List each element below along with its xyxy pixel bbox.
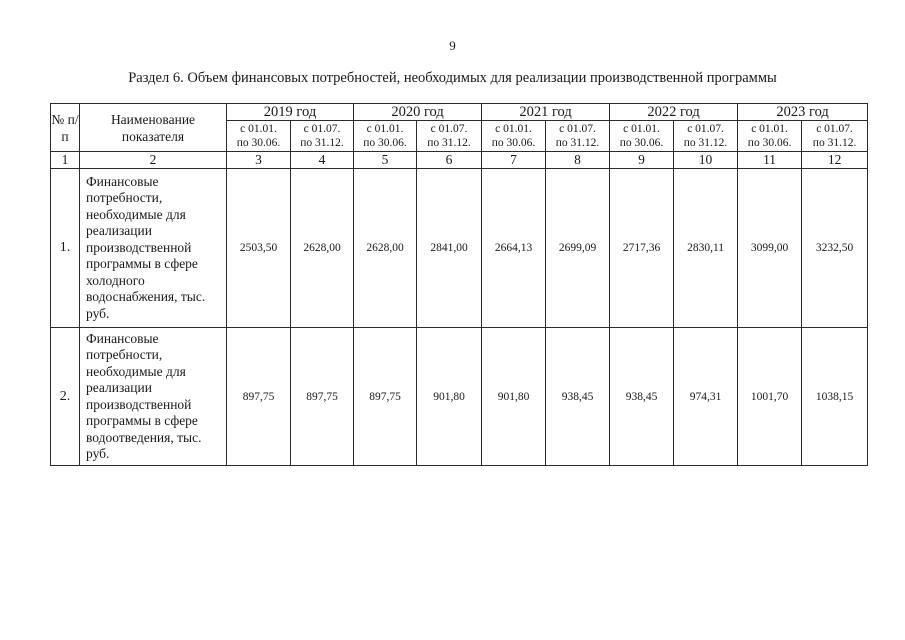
value-cell: 897,75 — [291, 328, 354, 466]
column-index: 1 — [51, 152, 80, 169]
value-cell: 897,75 — [354, 328, 417, 466]
column-index: 9 — [610, 152, 674, 169]
column-index: 7 — [482, 152, 546, 169]
column-index: 11 — [738, 152, 802, 169]
value-cell: 901,80 — [482, 328, 546, 466]
header-year-2023: 2023 год — [738, 104, 868, 121]
value-cell: 938,45 — [610, 328, 674, 466]
header-year-2020: 2020 год — [354, 104, 482, 121]
value-cell: 901,80 — [417, 328, 482, 466]
table-row — [51, 328, 868, 466]
indicator-name: Финансовые потребности, необходимые для реализации производственной программы в сфере холодного водоснабжения, тыс. руб. — [80, 169, 227, 328]
section-title: Раздел 6. Объем финансовых потребностей, необходимых для реализации производственной программы — [128, 70, 777, 86]
value-cell: 3232,50 — [802, 169, 868, 328]
row-number: 2. — [51, 328, 80, 466]
header-period-h2: с 01.07. по 31.12. — [674, 121, 738, 152]
value-cell: 1001,70 — [738, 328, 802, 466]
value-cell: 2503,50 — [227, 169, 291, 328]
column-index: 10 — [674, 152, 738, 169]
indicator-name: Финансовые потребности, необходимые для реализации производственной программы в сфере водоотведения, тыс. руб. — [80, 328, 227, 466]
year-header-row — [51, 104, 868, 121]
value-cell: 2628,00 — [291, 169, 354, 328]
row-number: 1. — [51, 169, 80, 328]
column-index: 3 — [227, 152, 291, 169]
header-period-h1: с 01.01. по 30.06. — [738, 121, 802, 152]
header-period-h1: с 01.01. по 30.06. — [227, 121, 291, 152]
column-index: 8 — [546, 152, 610, 169]
value-cell: 3099,00 — [738, 169, 802, 328]
column-index: 2 — [80, 152, 227, 169]
value-cell: 2717,36 — [610, 169, 674, 328]
value-cell: 2664,13 — [482, 169, 546, 328]
header-period-h2: с 01.07. по 31.12. — [291, 121, 354, 152]
header-period-h1: с 01.01. по 30.06. — [610, 121, 674, 152]
header-period-h2: с 01.07. по 31.12. — [417, 121, 482, 152]
header-period-h2: с 01.07. по 31.12. — [546, 121, 610, 152]
header-period-h1: с 01.01. по 30.06. — [354, 121, 417, 152]
value-cell: 1038,15 — [802, 328, 868, 466]
header-period-h2: с 01.07. по 31.12. — [802, 121, 868, 152]
column-index-row — [51, 152, 868, 169]
value-cell: 2841,00 — [417, 169, 482, 328]
column-index: 5 — [354, 152, 417, 169]
financial-needs-table — [50, 103, 868, 466]
header-year-2022: 2022 год — [610, 104, 738, 121]
value-cell: 2830,11 — [674, 169, 738, 328]
column-index: 4 — [291, 152, 354, 169]
header-year-2021: 2021 год — [482, 104, 610, 121]
header-row-number: № п/п — [51, 104, 80, 152]
header-indicator-name: Наименование показателя — [80, 104, 227, 152]
header-year-2019: 2019 год — [227, 104, 354, 121]
header-period-h1: с 01.01. по 30.06. — [482, 121, 546, 152]
column-index: 6 — [417, 152, 482, 169]
page-number: 9 — [449, 38, 456, 53]
value-cell: 974,31 — [674, 328, 738, 466]
value-cell: 2628,00 — [354, 169, 417, 328]
value-cell: 897,75 — [227, 328, 291, 466]
value-cell: 2699,09 — [546, 169, 610, 328]
table-row — [51, 169, 868, 328]
value-cell: 938,45 — [546, 328, 610, 466]
column-index: 12 — [802, 152, 868, 169]
